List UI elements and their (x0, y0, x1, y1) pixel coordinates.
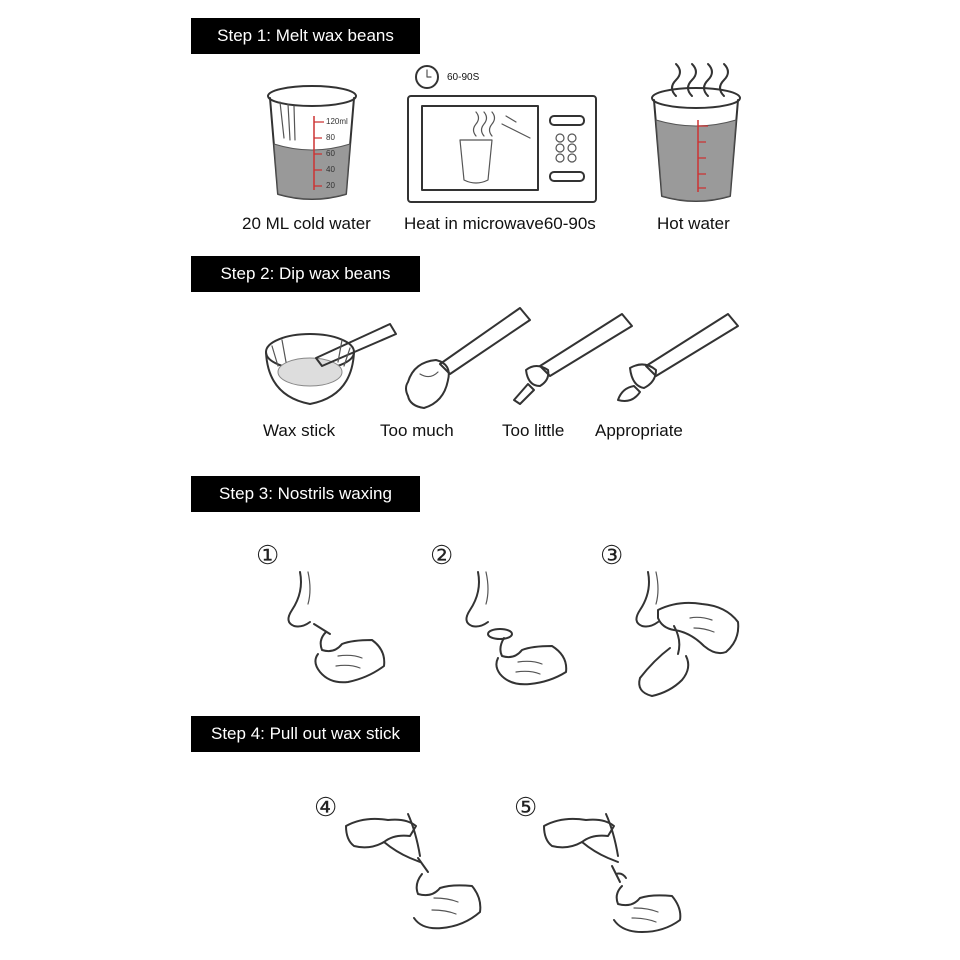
svg-text:20: 20 (326, 181, 335, 190)
step-1-header: Step 1: Melt wax beans (191, 18, 420, 54)
step-marker-1: ① (256, 540, 280, 570)
cup-scale-label: 120ml (326, 117, 348, 126)
step-marker-4: ④ (314, 792, 338, 822)
svg-text:40: 40 (326, 165, 335, 174)
nose-wax-stick-in-illustration (460, 570, 576, 688)
caption-too-little: Too little (502, 421, 565, 440)
step-marker-3: ③ (600, 540, 624, 570)
timer-icon (414, 64, 440, 90)
step-marker-5: ⑤ (514, 792, 538, 822)
step-3-header: Step 3: Nostrils waxing (191, 476, 420, 512)
hot-water-cup-illustration (648, 56, 744, 206)
svg-text:80: 80 (326, 133, 335, 142)
step-2-header: Step 2: Dip wax beans (191, 256, 420, 292)
svg-text:60: 60 (326, 149, 335, 158)
microwave-illustration (406, 94, 598, 204)
cold-water-cup-illustration (264, 82, 360, 204)
pull-stick-hands-illustration (344, 812, 484, 934)
timer-label: 60-90S (447, 72, 480, 83)
caption-wax-stick: Wax stick (263, 421, 336, 440)
wax-bowl-with-stick-illustration (262, 316, 402, 412)
step-marker-2: ② (430, 540, 454, 570)
press-nostril-illustration (630, 570, 750, 702)
step-4-header: Step 4: Pull out wax stick (191, 716, 420, 752)
caption-cold-water: 20 ML cold water (242, 214, 371, 233)
nose-insert-stick-illustration (282, 570, 392, 688)
caption-hot-water: Hot water (657, 214, 730, 233)
stick-removed-hands-illustration (542, 812, 692, 934)
caption-heat-microwave: Heat in microwave60-90s (404, 214, 596, 233)
stick-appropriate-illustration (612, 308, 746, 408)
caption-appropriate: Appropriate (595, 421, 683, 440)
caption-too-much: Too much (380, 421, 454, 440)
